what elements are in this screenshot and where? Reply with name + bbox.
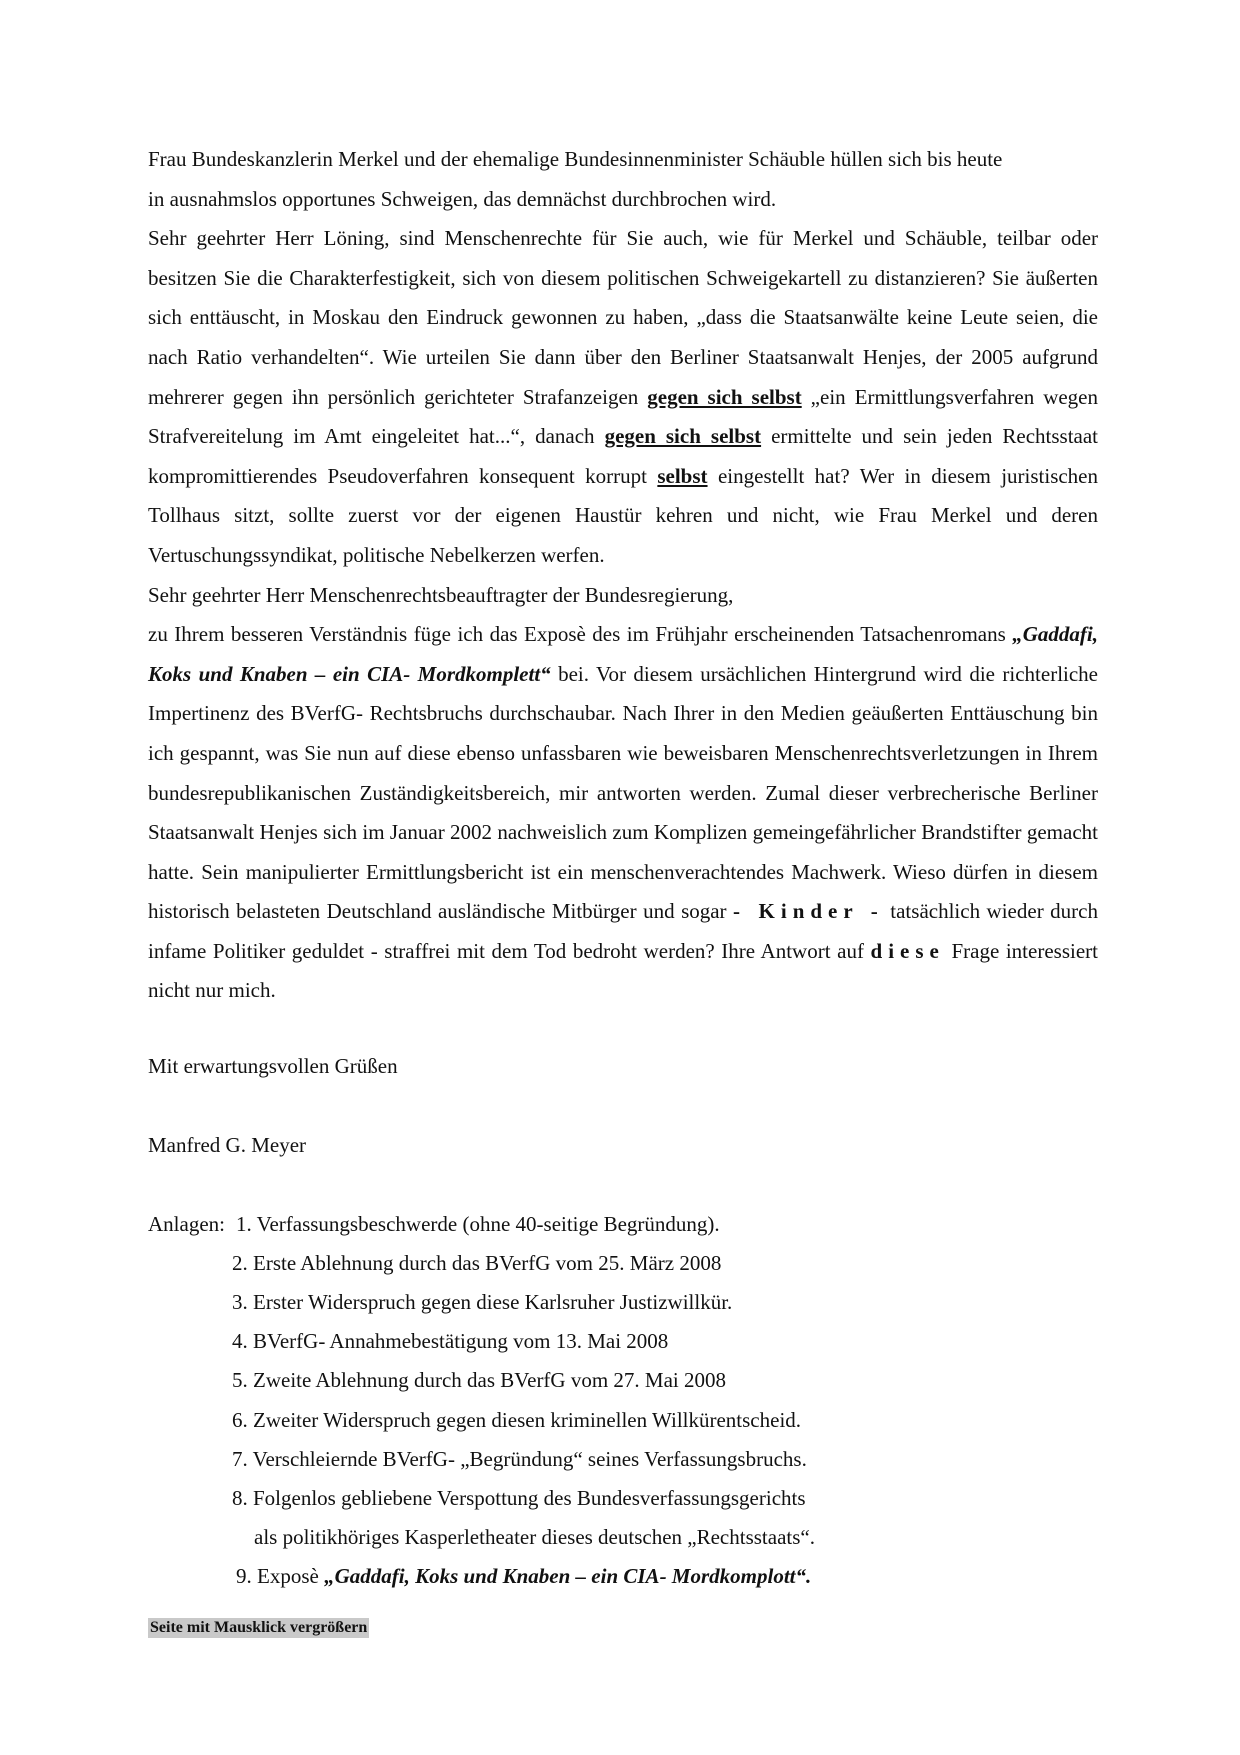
list-item: 1. Verfassungsbeschwerde (ohne 40-seitige Begründung). <box>236 1212 720 1236</box>
text-line: bei. Vor diesem ursächlichen Hintergrund <box>550 661 917 686</box>
list-item: 2. Erste Ablehnung durch das BVerfG vom 25. März 2008 <box>232 1251 722 1275</box>
paragraph-3 <box>148 576 1098 616</box>
list-item: 3. Erster Widerspruch gegen diese Karlsruher Justizwillkür. <box>232 1290 733 1314</box>
text-line: Sie äußerten sich enttäuscht, in Moskau den Eindruck gewonnen zu haben, „dass die Staatsanwälte <box>148 265 1098 330</box>
text-line: oder besitzen Sie die Charakterfestigkeit, sich von diesem politischen Schweigekartell zu distanzieren? <box>148 226 1099 290</box>
text-line: werden. Zumal dieser verbrecherische Berliner Staatsanwalt Henjes sich im Januar 2002 nachweislich <box>148 780 1098 845</box>
list-item-prefix: 9. Exposè <box>236 1564 325 1588</box>
text-line: ermittelte und sein jeden Rechtsstaat kompromittierendes Pseudoverfahren konsequent korrupt <box>148 424 1099 488</box>
signature: Manfred G. Meyer <box>148 1133 307 1157</box>
list-item: 6. Zweiter Widerspruch gegen diesen kriminellen Willkürentscheid. <box>232 1408 802 1432</box>
text-line: Henjes, der 2005 aufgrund mehrerer gegen ihn persönlich gerichteter Strafanzeigen <box>148 344 1099 409</box>
text-line: Frau Bundeskanzlerin Merkel und der ehemalige Bundesinnenminister Schäuble hüllen sich bis heute <box>148 147 1003 171</box>
text-line: in ausnahmslos opportunes Schweigen, das demnächst durchbrochen wird. <box>148 186 777 211</box>
text-line: keine Leute seien, die nach Ratio verhandelten“. Wie urteilen Sie dann über den Berliner Staatsanwalt <box>148 305 1098 369</box>
text-line: zum Komplizen gemeingefährlicher Brandstifter gemacht hatte. Sein manipulierter Ermittlungsbericht <box>148 820 1098 884</box>
paragraph-4 <box>148 615 1098 1011</box>
emphasis-text: - Kinder - <box>733 899 884 924</box>
list-item <box>236 1564 811 1589</box>
text-line: ausländische Mitbürger und sogar <box>438 899 734 924</box>
letter-body <box>148 140 1098 1011</box>
list-item: als politikhöriges Kasperletheater dieses deutschen „Rechtsstaats“. <box>254 1525 815 1549</box>
text-line: ist ein menschenverachtendes Machwerk. Wieso dürfen in diesem historisch belasteten Deutschland <box>148 859 1098 924</box>
text-line: Frage interessiert nicht nur mich. <box>148 938 1098 1003</box>
book-title: „Gaddafi, Koks und Knaben – ein CIA- Mordkomplett“ <box>148 622 1099 686</box>
text-line: eingestellt hat? Wer in diesem juristischen Tollhaus sitzt, sollte zuerst vor der eigenen Haustür kehren <box>148 463 1099 528</box>
list-item: 5. Zweite Ablehnung durch das BVerfG vom 27. Mai 2008 <box>232 1368 727 1392</box>
text-line: „ein Ermittlungsverfahren wegen Strafvereitelung im Amt eingeleitet hat...“, danach <box>148 384 1098 449</box>
list-item: 7. Verschleiernde BVerfG- „Begründung“ seines Verfassungsbruchs. <box>232 1447 807 1471</box>
list-item: 8. Folgenlos gebliebene Verspottung des Bundesverfassungsgerichts <box>232 1486 806 1510</box>
emphasis-text: gegen sich selbst <box>647 384 802 409</box>
text-line: geäußerten Enttäuschung bin ich gespannt, was Sie nun auf diese ebenso unfassbaren wie beweisbaren <box>148 701 1099 765</box>
emphasis-text: gegen sich selbst <box>604 424 762 449</box>
enlarge-page-link[interactable]: Seite mit Mausklick vergrößern <box>150 1619 368 1636</box>
text-line: Sehr geehrter Herr Löning, sind Menschenrechte für Sie auch, wie für Merkel und Schäuble, teilbar <box>148 226 1051 251</box>
paragraph-1 <box>148 140 1098 219</box>
text-line: wird die richterliche Impertinenz des BVerfG- Rechtsbruchs durchschaubar. Nach Ihrer in den Medien <box>148 661 1098 726</box>
attachments-label: Anlagen: <box>148 1212 225 1236</box>
closing-greeting: Mit erwartungsvollen Grüßen <box>148 1054 398 1078</box>
text-line: und nicht, wie Frau Merkel und deren Vertuschungssyndikat, politische Nebelkerzen werfen. <box>148 503 1098 567</box>
text-line: Sehr geehrter Herr Menschenrechtsbeauftragter der Bundesregierung, <box>148 582 734 607</box>
emphasis-text: selbst <box>657 463 708 488</box>
paragraph-2 <box>148 219 1098 575</box>
list-item: 4. BVerfG- Annahmebestätigung vom 13. Mai 2008 <box>232 1329 669 1353</box>
emphasis-text: diese <box>870 938 945 963</box>
text-line: zu Ihrem besseren Verständnis füge ich das Exposè des im Frühjahr erscheinenden Tatsachenromans <box>148 622 1006 647</box>
text-line: straffrei mit dem Tod bedroht werden? Ihre Antwort auf <box>384 938 871 963</box>
text-line: tatsächlich wieder durch infame Politiker geduldet - <box>148 899 1098 963</box>
book-title: „Gaddafi, Koks und Knaben – ein CIA- Mordkomplott“. <box>324 1564 812 1588</box>
text-line: Menschenrechtsverletzungen in Ihrem bundesrepublikanischen Zuständigkeitsbereich, mir antworten <box>148 740 1099 805</box>
